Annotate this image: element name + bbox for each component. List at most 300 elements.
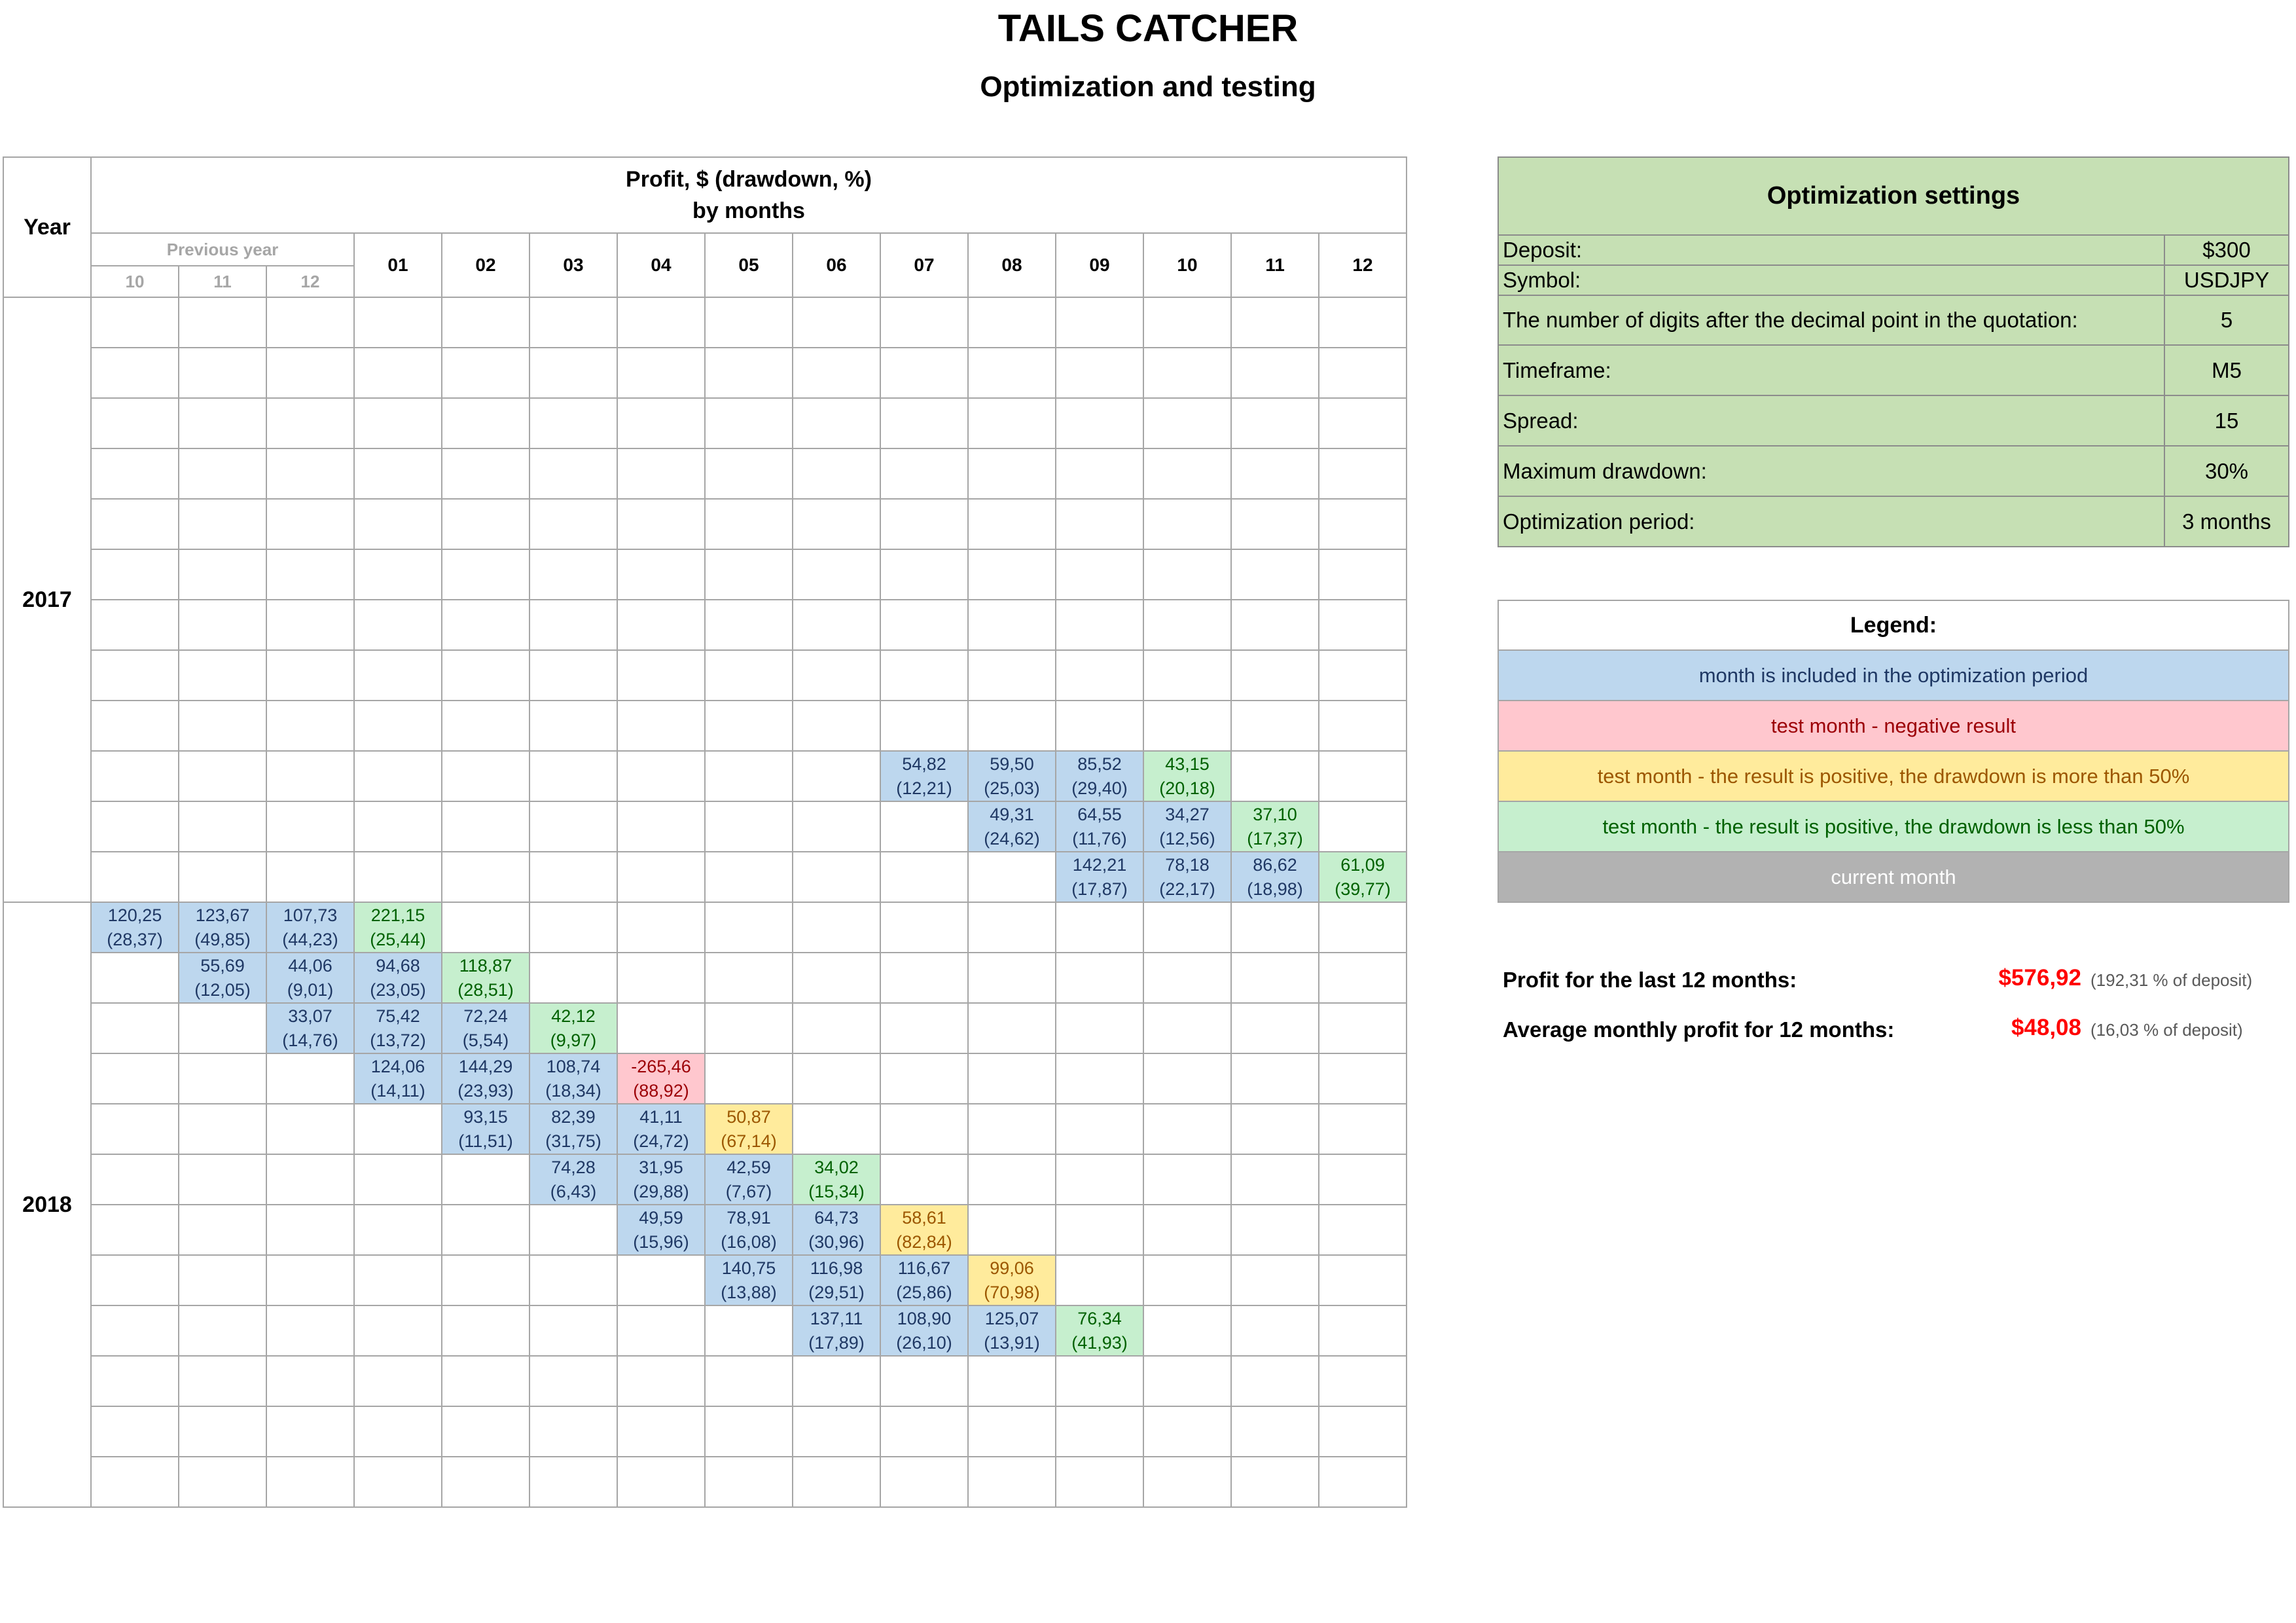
empty-cell <box>354 348 442 398</box>
empty-cell <box>793 448 880 499</box>
empty-cell <box>1056 600 1143 650</box>
empty-cell <box>179 650 266 701</box>
empty-cell <box>1143 650 1231 701</box>
empty-cell <box>880 549 968 600</box>
result-cell <box>968 801 1056 852</box>
drawdown-value: (29,40) <box>1071 778 1128 798</box>
result-cell <box>617 1154 705 1205</box>
empty-cell <box>1056 1255 1143 1305</box>
empty-cell <box>91 297 179 348</box>
legend-row <box>1498 801 2289 852</box>
empty-cell <box>529 902 617 953</box>
empty-cell <box>1319 1205 1407 1255</box>
profit-value: 34,02 <box>814 1157 859 1177</box>
legend-row <box>1498 650 2289 701</box>
empty-cell <box>1319 600 1407 650</box>
empty-cell <box>1056 398 1143 448</box>
empty-cell <box>442 701 529 751</box>
empty-cell <box>880 902 968 953</box>
profit-value: 125,07 <box>984 1308 1039 1328</box>
empty-cell <box>266 348 354 398</box>
empty-cell <box>442 448 529 499</box>
settings-value: 3 months <box>2164 496 2289 547</box>
empty-cell <box>1231 600 1319 650</box>
empty-cell <box>91 348 179 398</box>
empty-cell <box>1231 1104 1319 1154</box>
empty-cell <box>705 398 793 448</box>
settings-row <box>1498 395 2289 446</box>
empty-cell <box>442 1356 529 1406</box>
settings-label: Maximum drawdown: <box>1498 446 2164 496</box>
drawdown-value: (25,03) <box>984 778 1040 798</box>
settings-value: M5 <box>2164 345 2289 395</box>
empty-cell <box>354 1356 442 1406</box>
empty-cell <box>793 1457 880 1507</box>
empty-cell <box>179 852 266 902</box>
result-cell <box>1056 801 1143 852</box>
year-header: Year <box>3 157 91 297</box>
empty-cell <box>442 1457 529 1507</box>
empty-cell <box>529 448 617 499</box>
empty-cell <box>1319 650 1407 701</box>
empty-cell <box>880 650 968 701</box>
empty-cell <box>1319 1305 1407 1356</box>
result-cell <box>880 751 968 801</box>
empty-cell <box>968 1406 1056 1457</box>
result-cell <box>617 1104 705 1154</box>
empty-cell <box>1231 348 1319 398</box>
profit-value: 49,31 <box>990 804 1034 824</box>
month-header: 05 <box>705 233 793 297</box>
empty-cell <box>705 448 793 499</box>
table-row <box>3 499 1407 549</box>
drawdown-value: (41,93) <box>1071 1332 1128 1353</box>
result-cell <box>354 902 442 953</box>
result-cell <box>91 902 179 953</box>
month-header: 07 <box>880 233 968 297</box>
settings-label: Spread: <box>1498 395 2164 446</box>
legend-item: test month - the result is positive, the drawdown is less than 50% <box>1498 801 2289 852</box>
profit-value: 123,67 <box>195 905 250 925</box>
empty-cell <box>1319 801 1407 852</box>
result-cell <box>354 953 442 1003</box>
empty-cell <box>179 348 266 398</box>
table-row <box>3 650 1407 701</box>
empty-cell <box>266 398 354 448</box>
legend-item: test month - the result is positive, the drawdown is more than 50% <box>1498 751 2289 801</box>
profit-value: 107,73 <box>283 905 338 925</box>
drawdown-value: (13,91) <box>984 1332 1040 1353</box>
empty-cell <box>529 1255 617 1305</box>
empty-cell <box>442 1205 529 1255</box>
table-row <box>3 448 1407 499</box>
table-row <box>3 1356 1407 1406</box>
empty-cell <box>617 1003 705 1053</box>
result-cell <box>705 1104 793 1154</box>
empty-cell <box>1143 1003 1231 1053</box>
drawdown-value: (67,14) <box>721 1131 777 1151</box>
empty-cell <box>968 701 1056 751</box>
profit-value: 142,21 <box>1072 854 1127 875</box>
profit-value: 54,82 <box>902 754 946 774</box>
empty-cell <box>1143 1104 1231 1154</box>
empty-cell <box>793 1003 880 1053</box>
empty-cell <box>617 600 705 650</box>
empty-cell <box>179 1003 266 1053</box>
profit-value: 116,67 <box>897 1258 951 1278</box>
empty-cell <box>705 1356 793 1406</box>
drawdown-value: (14,76) <box>282 1030 338 1050</box>
empty-cell <box>91 1053 179 1104</box>
drawdown-value: (23,93) <box>457 1080 514 1101</box>
empty-cell <box>354 650 442 701</box>
empty-cell <box>1231 398 1319 448</box>
drawdown-value: (17,89) <box>808 1332 865 1353</box>
empty-cell <box>1143 448 1231 499</box>
empty-cell <box>793 701 880 751</box>
drawdown-value: (22,17) <box>1159 879 1215 899</box>
empty-cell <box>529 549 617 600</box>
empty-cell <box>880 1154 968 1205</box>
empty-cell <box>617 549 705 600</box>
result-cell <box>1231 852 1319 902</box>
result-cell <box>1143 852 1231 902</box>
empty-cell <box>880 1053 968 1104</box>
empty-cell <box>1231 701 1319 751</box>
profit-value: 33,07 <box>288 1006 332 1026</box>
drawdown-value: (24,62) <box>984 828 1040 848</box>
drawdown-value: (14,11) <box>370 1080 425 1101</box>
table-row <box>3 1104 1407 1154</box>
empty-cell <box>1143 1154 1231 1205</box>
settings-row <box>1498 265 2289 295</box>
empty-cell <box>529 701 617 751</box>
result-cell <box>179 953 266 1003</box>
empty-cell <box>179 1205 266 1255</box>
empty-cell <box>1143 701 1231 751</box>
empty-cell <box>880 348 968 398</box>
empty-cell <box>880 448 968 499</box>
result-cell <box>968 1305 1056 1356</box>
profit-value: 64,73 <box>814 1207 859 1228</box>
result-cell <box>529 1003 617 1053</box>
profit-value: 42,59 <box>726 1157 771 1177</box>
empty-cell <box>91 801 179 852</box>
table-row <box>3 1053 1407 1104</box>
legend <box>1498 600 2289 903</box>
table-row <box>3 600 1407 650</box>
result-cell <box>617 1205 705 1255</box>
year-label: 2017 <box>3 297 91 902</box>
empty-cell <box>266 1104 354 1154</box>
result-cell <box>793 1154 880 1205</box>
empty-cell <box>705 852 793 902</box>
result-cell <box>442 1104 529 1154</box>
drawdown-value: (29,51) <box>808 1282 865 1302</box>
result-cell <box>529 1053 617 1104</box>
empty-cell <box>442 852 529 902</box>
table-row <box>3 1305 1407 1356</box>
empty-cell <box>266 1406 354 1457</box>
result-cell <box>705 1255 793 1305</box>
table-row <box>3 852 1407 902</box>
empty-cell <box>617 953 705 1003</box>
empty-cell <box>880 852 968 902</box>
empty-cell <box>617 348 705 398</box>
month-header: 02 <box>442 233 529 297</box>
empty-cell <box>793 852 880 902</box>
empty-cell <box>266 1305 354 1356</box>
empty-cell <box>880 1457 968 1507</box>
empty-cell <box>442 549 529 600</box>
settings-row <box>1498 496 2289 547</box>
empty-cell <box>705 1305 793 1356</box>
table-row <box>3 751 1407 801</box>
empty-cell <box>1056 953 1143 1003</box>
empty-cell <box>91 650 179 701</box>
empty-cell <box>617 1356 705 1406</box>
profit-grid <box>3 156 1407 1508</box>
year-label: 2018 <box>3 902 91 1507</box>
empty-cell <box>179 1305 266 1356</box>
result-cell <box>1143 751 1231 801</box>
profit-value: 93,15 <box>463 1106 508 1127</box>
empty-cell <box>793 549 880 600</box>
empty-cell <box>968 297 1056 348</box>
empty-cell <box>529 499 617 549</box>
empty-cell <box>705 1457 793 1507</box>
empty-cell <box>1143 1053 1231 1104</box>
empty-cell <box>1319 448 1407 499</box>
result-cell <box>354 1053 442 1104</box>
profit-value: 120,25 <box>107 905 162 925</box>
profit-12m-percent: (192,31 % of deposit) <box>2090 970 2253 990</box>
empty-cell <box>91 549 179 600</box>
empty-cell <box>1231 1255 1319 1305</box>
empty-cell <box>1231 1356 1319 1406</box>
result-cell <box>793 1305 880 1356</box>
empty-cell <box>354 1104 442 1154</box>
settings-label: Symbol: <box>1498 265 2164 295</box>
empty-cell <box>354 398 442 448</box>
legend-item: month is included in the optimization period <box>1498 650 2289 701</box>
empty-cell <box>442 902 529 953</box>
empty-cell <box>1319 348 1407 398</box>
empty-cell <box>442 297 529 348</box>
empty-cell <box>617 852 705 902</box>
empty-cell <box>1056 448 1143 499</box>
empty-cell <box>1319 1406 1407 1457</box>
empty-cell <box>91 1205 179 1255</box>
settings-label: Optimization period: <box>1498 496 2164 547</box>
result-cell <box>1056 751 1143 801</box>
result-cell <box>266 902 354 953</box>
empty-cell <box>705 801 793 852</box>
result-cell <box>793 1205 880 1255</box>
empty-cell <box>880 1104 968 1154</box>
drawdown-value: (11,76) <box>1072 828 1127 848</box>
previous-month-header: 12 <box>266 266 354 297</box>
empty-cell <box>91 448 179 499</box>
table-row <box>3 1457 1407 1507</box>
empty-cell <box>968 1154 1056 1205</box>
empty-cell <box>1056 1406 1143 1457</box>
empty-cell <box>266 650 354 701</box>
empty-cell <box>880 953 968 1003</box>
empty-cell <box>1056 1457 1143 1507</box>
empty-cell <box>617 650 705 701</box>
empty-cell <box>442 1406 529 1457</box>
drawdown-value: (28,37) <box>107 929 163 949</box>
settings-row <box>1498 345 2289 395</box>
month-header: 04 <box>617 233 705 297</box>
drawdown-value: (29,88) <box>633 1181 689 1201</box>
empty-cell <box>1231 1154 1319 1205</box>
empty-cell <box>1319 398 1407 448</box>
profit-12m-value: $576,92 <box>1998 965 2081 991</box>
profit-value: 74,28 <box>551 1157 596 1177</box>
empty-cell <box>266 448 354 499</box>
drawdown-value: (18,98) <box>1247 879 1303 899</box>
empty-cell <box>1319 499 1407 549</box>
empty-cell <box>1143 953 1231 1003</box>
result-cell <box>266 953 354 1003</box>
drawdown-value: (15,96) <box>633 1231 689 1252</box>
empty-cell <box>91 398 179 448</box>
month-header: 03 <box>529 233 617 297</box>
result-cell <box>705 1154 793 1205</box>
settings-heading: Optimization settings <box>1498 157 2289 235</box>
profit-value: 144,29 <box>458 1056 513 1076</box>
drawdown-value: (31,75) <box>545 1131 601 1151</box>
empty-cell <box>1319 549 1407 600</box>
empty-cell <box>793 902 880 953</box>
table-row <box>3 348 1407 398</box>
empty-cell <box>266 751 354 801</box>
empty-cell <box>442 348 529 398</box>
empty-cell <box>968 1205 1056 1255</box>
empty-cell <box>793 348 880 398</box>
result-cell <box>442 1003 529 1053</box>
empty-cell <box>354 751 442 801</box>
empty-cell <box>266 801 354 852</box>
empty-cell <box>266 1154 354 1205</box>
empty-cell <box>617 499 705 549</box>
empty-cell <box>968 600 1056 650</box>
empty-cell <box>529 650 617 701</box>
result-cell <box>1056 1305 1143 1356</box>
empty-cell <box>266 600 354 650</box>
empty-cell <box>705 650 793 701</box>
empty-cell <box>705 953 793 1003</box>
empty-cell <box>705 1003 793 1053</box>
empty-cell <box>968 549 1056 600</box>
settings-label: The number of digits after the decimal point in the quotation: <box>1498 295 2164 345</box>
empty-cell <box>1143 549 1231 600</box>
empty-cell <box>880 499 968 549</box>
empty-cell <box>793 650 880 701</box>
empty-cell <box>354 499 442 549</box>
empty-cell <box>354 600 442 650</box>
drawdown-value: (12,05) <box>194 979 251 1000</box>
empty-cell <box>266 297 354 348</box>
table-row <box>3 1154 1407 1205</box>
empty-cell <box>1319 1154 1407 1205</box>
empty-cell <box>1143 348 1231 398</box>
empty-cell <box>968 852 1056 902</box>
empty-cell <box>1319 297 1407 348</box>
empty-cell <box>1056 1053 1143 1104</box>
result-cell <box>793 1255 880 1305</box>
table-row <box>3 801 1407 852</box>
profit-value: 42,12 <box>551 1006 596 1026</box>
profit-value: 137,11 <box>810 1308 863 1328</box>
profit-value: 55,69 <box>200 955 245 976</box>
empty-cell <box>705 499 793 549</box>
result-cell <box>880 1305 968 1356</box>
empty-cell <box>1319 953 1407 1003</box>
empty-cell <box>529 1457 617 1507</box>
empty-cell <box>266 1053 354 1104</box>
empty-cell <box>529 751 617 801</box>
empty-cell <box>793 297 880 348</box>
drawdown-value: (23,05) <box>370 979 426 1000</box>
optimization-settings <box>1498 156 2289 547</box>
result-cell <box>880 1205 968 1255</box>
empty-cell <box>91 1003 179 1053</box>
empty-cell <box>442 398 529 448</box>
settings-row <box>1498 235 2289 265</box>
empty-cell <box>179 1406 266 1457</box>
empty-cell <box>91 953 179 1003</box>
empty-cell <box>968 398 1056 448</box>
empty-cell <box>705 1406 793 1457</box>
empty-cell <box>91 1305 179 1356</box>
result-cell <box>1319 852 1407 902</box>
empty-cell <box>793 1406 880 1457</box>
empty-cell <box>266 1205 354 1255</box>
settings-row <box>1498 295 2289 345</box>
profit-value: 58,61 <box>902 1207 946 1228</box>
empty-cell <box>1143 1255 1231 1305</box>
profit-value: 78,91 <box>726 1207 771 1228</box>
drawdown-value: (70,98) <box>984 1282 1040 1302</box>
empty-cell <box>529 953 617 1003</box>
empty-cell <box>793 499 880 549</box>
empty-cell <box>793 801 880 852</box>
empty-cell <box>617 701 705 751</box>
empty-cell <box>1143 297 1231 348</box>
profit-value: 50,87 <box>726 1106 771 1127</box>
legend-row <box>1498 852 2289 902</box>
result-cell <box>968 751 1056 801</box>
empty-cell <box>617 1457 705 1507</box>
empty-cell <box>1231 549 1319 600</box>
empty-cell <box>179 448 266 499</box>
result-cell <box>442 1053 529 1104</box>
empty-cell <box>91 701 179 751</box>
settings-row <box>1498 446 2289 496</box>
empty-cell <box>529 1205 617 1255</box>
month-header: 01 <box>354 233 442 297</box>
empty-cell <box>1319 1356 1407 1406</box>
empty-cell <box>617 398 705 448</box>
empty-cell <box>529 852 617 902</box>
empty-cell <box>1143 499 1231 549</box>
empty-cell <box>1319 1104 1407 1154</box>
month-header: 09 <box>1056 233 1143 297</box>
empty-cell <box>1231 650 1319 701</box>
